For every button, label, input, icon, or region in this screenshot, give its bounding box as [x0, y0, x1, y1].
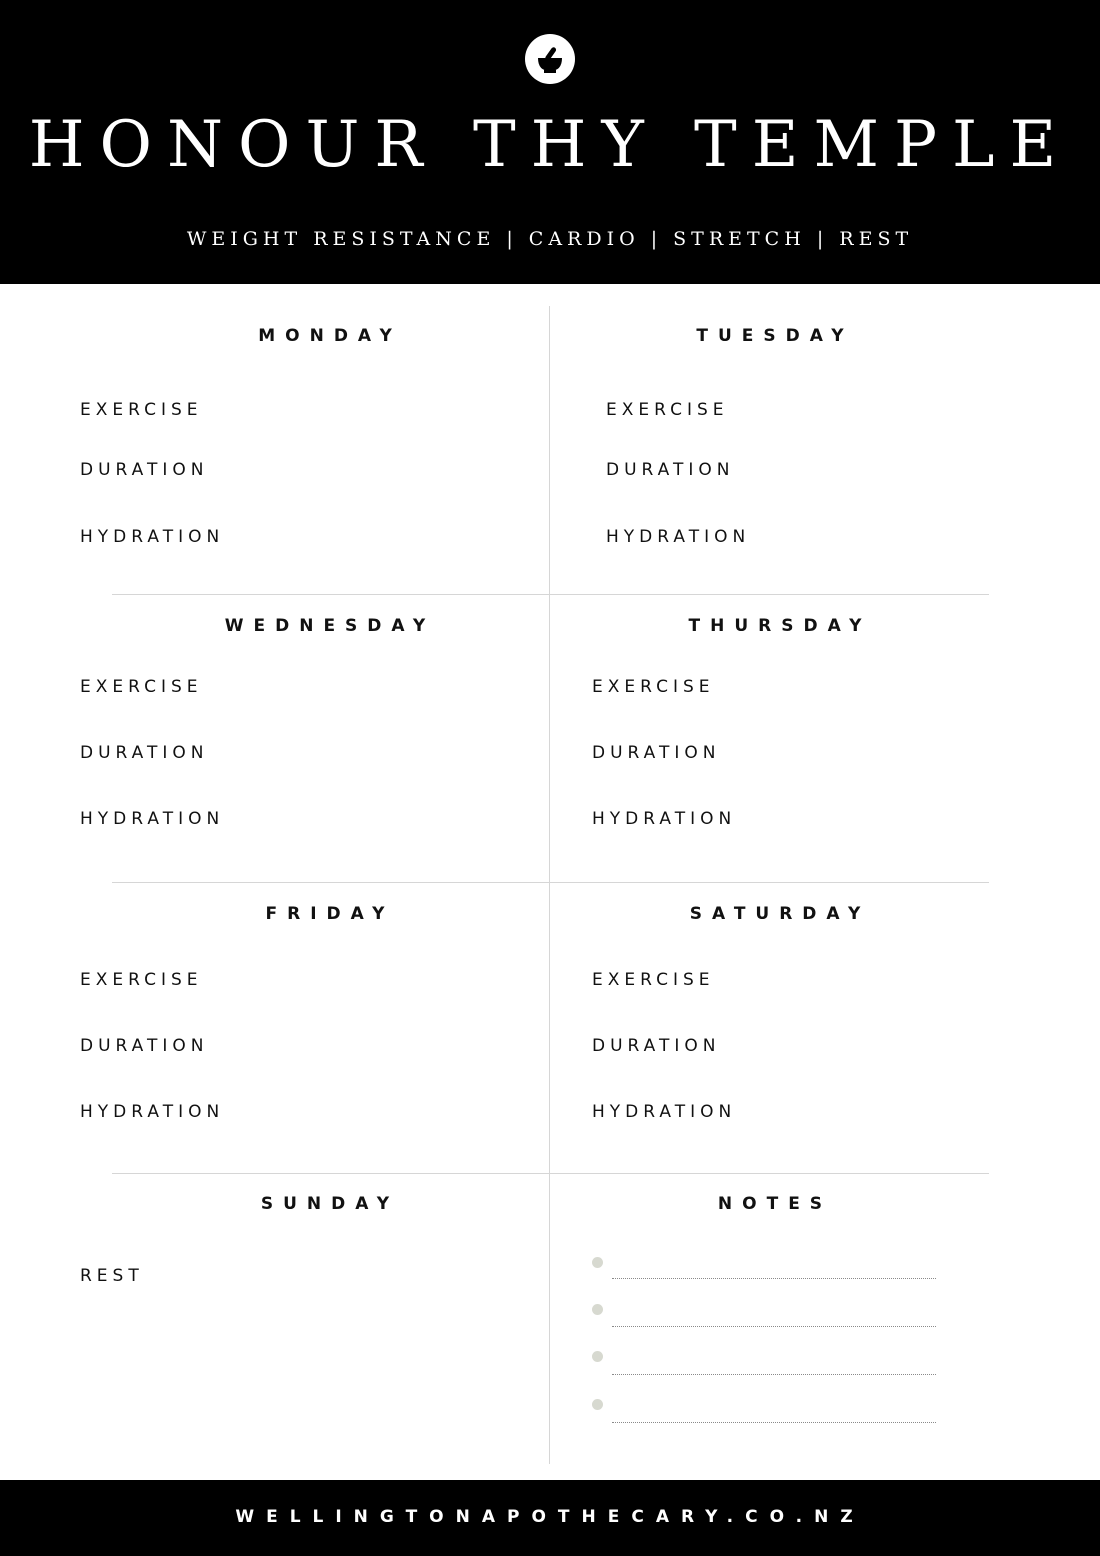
- tuesday-hydration-label: HYDRATION: [606, 527, 751, 547]
- day-heading-sunday: SUNDAY: [260, 1194, 400, 1214]
- thursday-exercise-label: EXERCISE: [592, 677, 715, 697]
- footer-banner: [0, 1480, 1100, 1556]
- monday-exercise-label: EXERCISE: [80, 400, 203, 420]
- notes-line: [612, 1374, 936, 1375]
- thursday-duration-label: DURATION: [592, 743, 721, 763]
- notes-bullet: [592, 1257, 603, 1268]
- notes-line: [612, 1326, 936, 1327]
- day-heading-tuesday: TUESDAY: [696, 326, 854, 346]
- tuesday-exercise-label: EXERCISE: [606, 400, 729, 420]
- thursday-hydration-label: HYDRATION: [592, 809, 737, 829]
- row-divider: [112, 594, 989, 595]
- tuesday-duration-label: DURATION: [606, 460, 735, 480]
- day-heading-saturday: SATURDAY: [689, 904, 871, 924]
- row-divider: [112, 1173, 989, 1174]
- friday-exercise-label: EXERCISE: [80, 970, 203, 990]
- row-divider: [112, 882, 989, 883]
- mortar-and-pestle-icon: [525, 34, 575, 84]
- page-title: HONOUR THY TEMPLE: [28, 108, 1072, 182]
- page-subtitle: WEIGHT RESISTANCE | CARDIO | STRETCH | REST: [186, 228, 914, 250]
- monday-hydration-label: HYDRATION: [80, 527, 225, 547]
- notes-bullet: [592, 1399, 603, 1410]
- sunday-rest-label: REST: [80, 1266, 144, 1286]
- notes-bullet: [592, 1351, 603, 1362]
- column-divider: [549, 306, 550, 1464]
- day-heading-wednesday: WEDNESDAY: [224, 616, 436, 636]
- wednesday-hydration-label: HYDRATION: [80, 809, 225, 829]
- day-heading-friday: FRIDAY: [265, 904, 395, 924]
- footer-website: WELLINGTONAPOTHECARY.CO.NZ: [235, 1507, 865, 1527]
- saturday-duration-label: DURATION: [592, 1036, 721, 1056]
- friday-hydration-label: HYDRATION: [80, 1102, 225, 1122]
- monday-duration-label: DURATION: [80, 460, 209, 480]
- wednesday-exercise-label: EXERCISE: [80, 677, 203, 697]
- wednesday-duration-label: DURATION: [80, 743, 209, 763]
- day-heading-monday: MONDAY: [258, 326, 402, 346]
- notes-line: [612, 1422, 936, 1423]
- notes-bullet: [592, 1304, 603, 1315]
- saturday-exercise-label: EXERCISE: [592, 970, 715, 990]
- notes-heading: NOTES: [717, 1194, 833, 1214]
- day-heading-thursday: THURSDAY: [688, 616, 872, 636]
- saturday-hydration-label: HYDRATION: [592, 1102, 737, 1122]
- header-banner: [0, 0, 1100, 284]
- notes-line: [612, 1278, 936, 1279]
- friday-duration-label: DURATION: [80, 1036, 209, 1056]
